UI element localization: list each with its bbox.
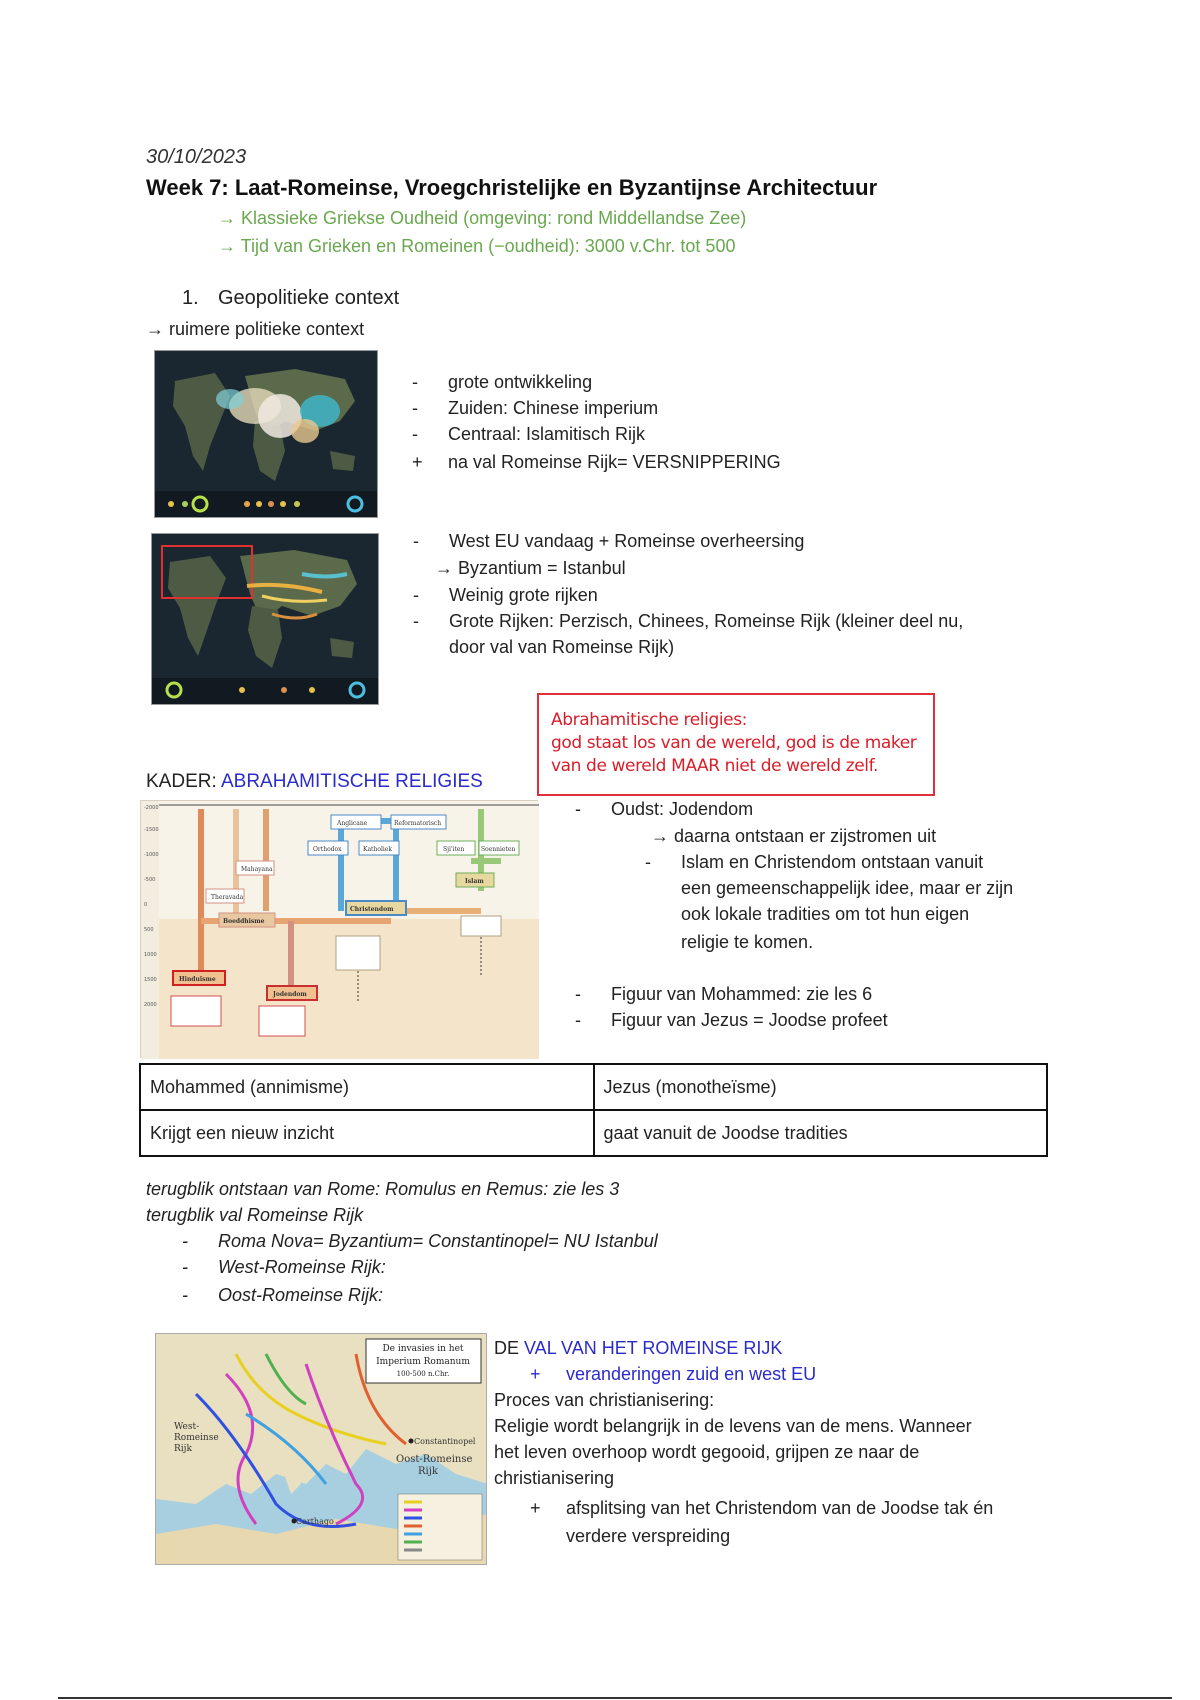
svg-text:Hinduïsme: Hinduïsme [179, 976, 216, 983]
svg-text:Orthodox: Orthodox [313, 846, 342, 853]
callout-line: van de wereld MAAR niet de wereld zelf. [551, 756, 878, 776]
svg-text:-1500: -1500 [144, 827, 159, 833]
date: 30/10/2023 [146, 146, 247, 168]
svg-text:Reformatorisch: Reformatorisch [394, 820, 442, 827]
callout-line: god staat los van de wereld, god is de maker [551, 733, 917, 753]
text-line: christianisering [494, 1468, 615, 1488]
svg-text:Rijk: Rijk [174, 1444, 192, 1454]
callout-line: Abrahamitische religies: [551, 710, 748, 730]
comparison-table [139, 1063, 1048, 1157]
note-line: → Tijd van Grieken en Romeinen (−oudheid): 3000 v.Chr. tot 500 [218, 236, 736, 256]
svg-text:2000: 2000 [144, 1002, 157, 1008]
svg-text:De invasies in het: De invasies in het [382, 1344, 464, 1354]
page-title: Week 7: Laat-Romeinse, Vroegchristelijke en Byzantijnse Architectuur [146, 175, 878, 200]
svg-text:Boeddhisme: Boeddhisme [223, 918, 265, 925]
roman-invasions-map-image [155, 1333, 487, 1565]
section-title: Geopolitieke context [218, 287, 400, 309]
text-line: Religie wordt belangrijk in de levens van de mens. Wanneer [494, 1416, 972, 1436]
table-row [140, 1110, 1047, 1156]
list-item: - [182, 1285, 188, 1305]
list-item: → Byzantium = Istanbul [435, 558, 626, 578]
text-line: het leven overhoop wordt gegooid, grijpen ze naar de [494, 1442, 920, 1462]
svg-text:Katholiek: Katholiek [363, 846, 392, 853]
svg-text:Anglicane: Anglicane [337, 820, 368, 827]
kader-heading: KADER: ABRAHAMITISCHE RELIGIES [146, 771, 483, 792]
svg-text:Imperium Romanum: Imperium Romanum [376, 1357, 470, 1367]
list-item: - [182, 1231, 188, 1251]
list-item: - [182, 1257, 188, 1277]
svg-text:Rijk: Rijk [418, 1466, 438, 1477]
recap-line: terugblik val Romeinse Rijk [146, 1205, 364, 1225]
svg-text:Christendom: Christendom [350, 906, 394, 913]
svg-text:Oost-Romeinse: Oost-Romeinse [396, 1454, 473, 1465]
svg-text:Constantinopel: Constantinopel [414, 1437, 476, 1446]
table-cell: Jezus (monotheïsme) [594, 1064, 1048, 1110]
svg-text:Islam: Islam [465, 878, 484, 885]
note-line: → Klassieke Griekse Oudheid (omgeving: rond Middellandse Zee) [218, 208, 747, 228]
svg-text:100-500 n.Chr.: 100-500 n.Chr. [396, 1370, 450, 1378]
table-cell: Mohammed (annimisme) [140, 1064, 594, 1110]
svg-text:1500: 1500 [144, 977, 157, 983]
section-number: 1. [182, 287, 199, 309]
svg-text:Mahayana: Mahayana [241, 866, 273, 873]
world-map-image-2 [151, 533, 379, 705]
page-divider [58, 1697, 1172, 1699]
svg-text:Jodendom: Jodendom [273, 991, 307, 998]
list-item: Oost-Romeinse Rijk: [218, 1285, 384, 1305]
svg-text:Carthago: Carthago [296, 1517, 334, 1526]
fall-highlight: VAL VAN HET ROMEINSE RIJK [524, 1338, 783, 1358]
svg-text:1000: 1000 [144, 952, 157, 958]
svg-text:Sji'iten: Sji'iten [443, 846, 465, 853]
list-item: West-Romeinse Rijk: [218, 1257, 386, 1277]
svg-text:Theravada: Theravada [211, 894, 244, 901]
world-map-image-1 [154, 350, 378, 518]
recap-line: terugblik ontstaan van Rome: Romulus en Remus: zie les 3 [146, 1179, 620, 1199]
table-cell: gaat vanuit de Joodse tradities [594, 1110, 1048, 1156]
svg-text:Soennieten: Soennieten [481, 846, 516, 853]
svg-text:-2000: -2000 [144, 805, 159, 811]
svg-text:500: 500 [144, 927, 154, 933]
svg-text:-1000: -1000 [144, 852, 159, 858]
kader-highlight: ABRAHAMITISCHE RELIGIES [220, 771, 483, 792]
text-line: Proces van christianisering: [494, 1390, 715, 1410]
section-heading [182, 287, 399, 310]
svg-text:West-: West- [174, 1422, 200, 1432]
svg-text:Romeinse: Romeinse [174, 1433, 219, 1443]
svg-text:0: 0 [144, 902, 148, 908]
table-row [140, 1064, 1047, 1110]
callout-box [537, 693, 935, 796]
fall-heading: DE VAL VAN HET ROMEINSE RIJK [494, 1338, 783, 1358]
list-item: → daarna ontstaan er zijstromen uit [651, 826, 937, 846]
svg-text:-500: -500 [144, 877, 156, 883]
list-item: Roma Nova= Byzantium= Constantinopel= NU Istanbul [218, 1231, 658, 1251]
religion-diagram-image [140, 800, 538, 1058]
table-cell: Krijgt een nieuw inzicht [140, 1110, 594, 1156]
subline: → ruimere politieke context [146, 319, 365, 339]
